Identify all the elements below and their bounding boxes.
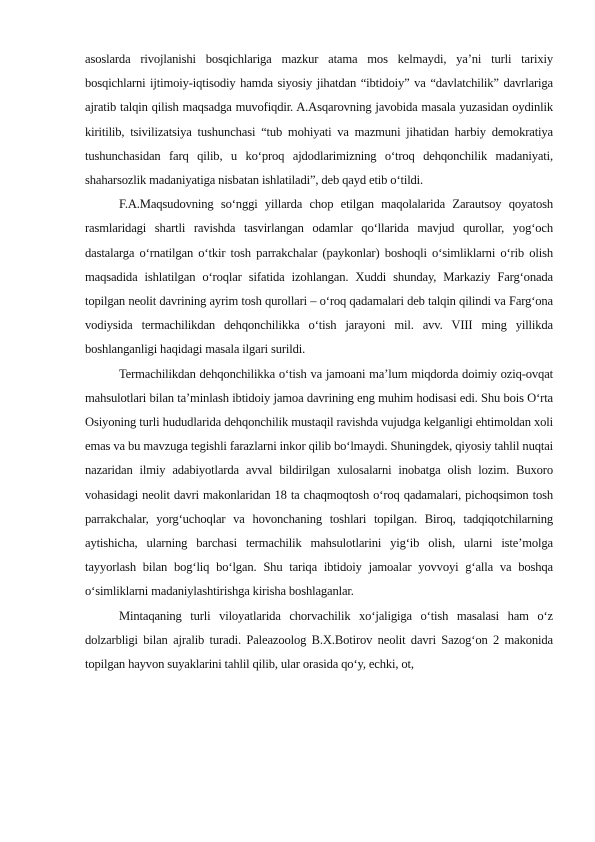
paragraph-termachilik: Termachilikdan dehqonchilikka o‘tish va jamoani ma’lum miqdorda doimiy oziq-ovqat mahsulotlari bilan ta’minlash ibtidoiy jamoa davrining eng muhim hodisasi edi. Shu bois O‘rta Osiyoning turli hududlarida dehqonchilik mustaqil ravishda vujudga kelganligi ehtimoldan xoli emas va bu mavzuga tegishli farazlarni inkor qilib bo‘lmaydi. Shuningdek, qiyosiy tahlil nuqtai nazaridan ilmiy adabiyotlarda avval bildirilgan xulosalarni inobatga olish lozim. Buxoro vohasidagi neolit davri makonlaridan 18 ta chaqmoqtosh o‘roq qadamalari, pichoqsimon tosh parrakchalar, yorg‘uchoqlar va hovonchaning toshlari topilgan. Biroq, tadqiqotchilarning aytishicha, ularning barchasi termachilik mahsulotlarini yig‘ib olish, ularni iste’molga tayyorlash bilan bog‘liq bo‘lgan. Shu tariqa ibtidoiy jamoalar yovvoyi g‘alla va boshqa o‘simliklarni madaniylashtirishga kirisha boshlaganlar.: [85, 366, 553, 599]
paragraph-maqsudov: F.A.Maqsudovning so‘nggi yillarda chop etilgan maqolalarida Zarautsoy qoyatosh rasmlaridagi shartli ravishda tasvirlangan odamlar qo‘llarida mavjud qurollar, yog‘och dastalarga o‘rnatilgan o‘tkir tosh parrakchalar (paykonlar) boshoqli o‘simliklarni o‘rib olish maqsadida ishlatilgan o‘roqlar sifatida izohlangan. Xuddi shunday, Markaziy Farg‘onada topilgan neolit davrining ayrim tosh qurollari – o‘roq qadamalari deb talqin qilindi va Farg‘ona vodiysida termachilikdan dehqonchilikka o‘tish jarayoni mil. avv. VIII ming yillikda boshlanganligi haqidagi masala ilgari surildi.: [85, 197, 553, 357]
document-page: [85, 47, 553, 676]
paragraph-chorvachilik: Mintaqaning turli viloyatlarida chorvachilik xo‘jaligiga o‘tish masalasi ham o‘z dolzarbligi bilan ajralib turadi. Paleazoolog B.X.Botirov neolit davri Sazog‘on 2 makonida topilgan hayvon suyaklarini tahlil qilib, ular orasida qo‘y, echki, ot,: [85, 608, 553, 672]
paragraph-continuation: asoslarda rivojlanishi bosqichlariga mazkur atama mos kelmaydi, ya’ni turli tarixiy bosqichlarni ijtimoiy-iqtisodiy hamda siyosiy jihatdan “ibtidoiy” va “davlatchilik” davrlariga ajratib talqin qilish maqsadga muvofiqdir. A.Asqarovning javobida masala yuzasidan oydinlik kiritilib, tsivilizatsiya tushunchasi “tub mohiyati va mazmuni jihatidan harbiy demokratiya tushunchasidan farq qilib, u ko‘proq ajdodlarimizning o‘troq dehqonchilik madaniyati, shaharsozlik madaniyatiga nisbatan ishlatiladi”, deb qayd etib o‘tildi.: [85, 52, 553, 188]
